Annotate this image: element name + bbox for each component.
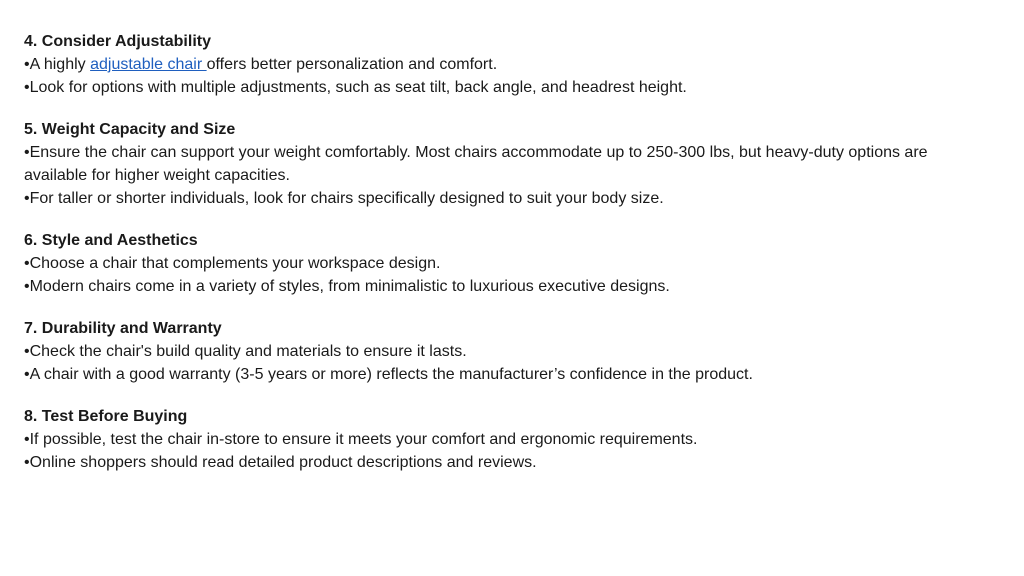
section-heading: 8. Test Before Buying — [24, 408, 188, 425]
bullet-item: •Modern chairs come in a variety of styles, from minimalistic to luxurious executive designs. — [24, 278, 670, 295]
slide-content — [24, 30, 984, 493]
bullet-item: •Ensure the chair can support your weight comfortably. Most chairs accommodate up to 250-300 lbs, but heavy-duty options are available for higher weight capacities. — [24, 144, 928, 184]
section-test-before-buying — [24, 405, 984, 474]
bullet-text-suffix: offers better personalization and comfort. — [206, 56, 498, 73]
bullet-item: •If possible, test the chair in-store to ensure it meets your comfort and ergonomic requirements. — [24, 431, 698, 448]
section-adjustability — [24, 30, 984, 99]
bullet-item: •Online shoppers should read detailed product descriptions and reviews. — [24, 454, 537, 471]
bullet-text-prefix: •A highly — [24, 56, 91, 73]
bullet-item: •Choose a chair that complements your workspace design. — [24, 255, 441, 272]
section-style — [24, 229, 984, 298]
bullet-item — [24, 53, 984, 76]
section-weight-capacity — [24, 118, 984, 210]
section-heading: 5. Weight Capacity and Size — [24, 121, 236, 138]
bullet-item: •A chair with a good warranty (3-5 years or more) reflects the manufacturer’s confidence in the product. — [24, 366, 753, 383]
section-heading: 7. Durability and Warranty — [24, 320, 222, 337]
bullet-item: •For taller or shorter individuals, look for chairs specifically designed to suit your body size. — [24, 190, 664, 207]
section-durability — [24, 317, 984, 386]
section-heading: 6. Style and Aesthetics — [24, 232, 198, 249]
adjustable-chair-link[interactable]: adjustable chair — [90, 56, 207, 73]
bullet-item: •Look for options with multiple adjustments, such as seat tilt, back angle, and headrest height. — [24, 79, 687, 96]
bullet-item: •Check the chair's build quality and materials to ensure it lasts. — [24, 343, 467, 360]
section-heading: 4. Consider Adjustability — [24, 33, 211, 50]
